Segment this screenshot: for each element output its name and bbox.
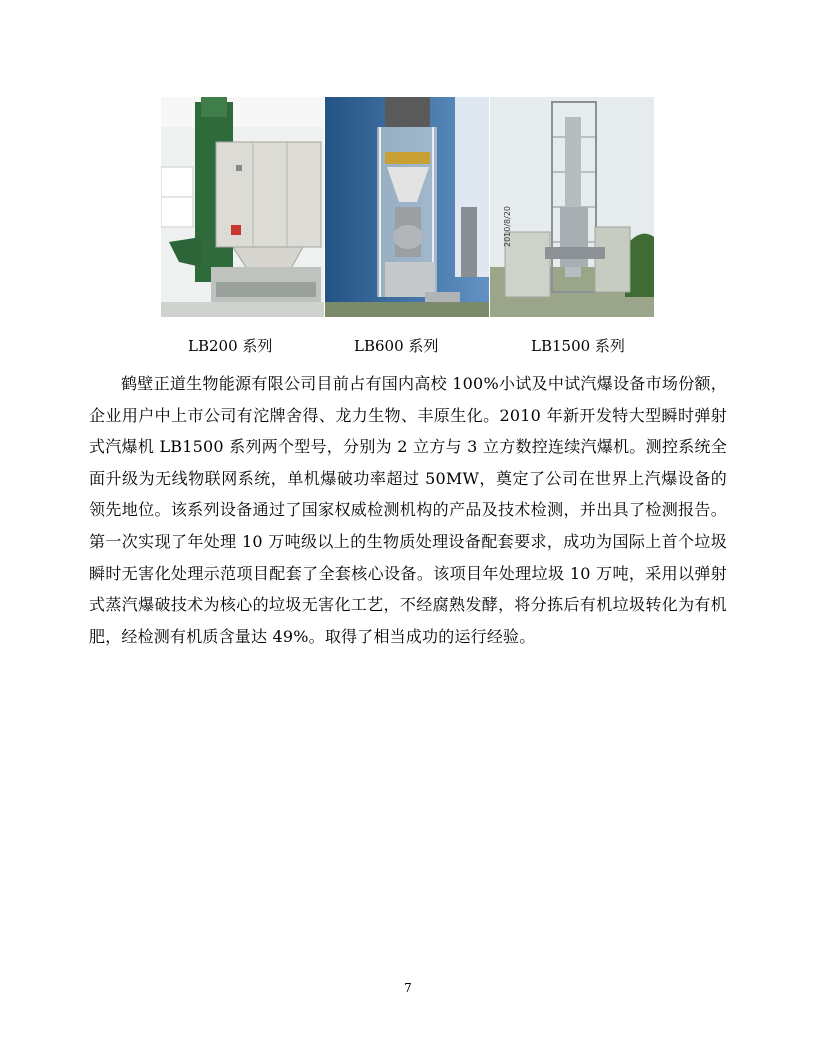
figure-captions xyxy=(0,335,816,359)
photo-date-stamp: 2010/8/20 xyxy=(503,205,512,247)
lb1500-photo xyxy=(490,97,654,317)
equipment-photo-strip xyxy=(161,97,654,317)
caption-lb1500: LB1500 系列 xyxy=(531,337,625,355)
lb600-photo xyxy=(325,97,489,317)
body-paragraph: 鹤壁正道生物能源有限公司目前占有国内高校 100%小试及中试汽爆设备市场份额，企业用户中上市公司有沱牌舍得、龙力生物、丰原生化。2010 年新开发特大型瞬时弹射式汽爆机 LB1500 系列两个型号，分别为 2 立方与 3 立方数控连续汽爆机。测控系统全面升级为无线物联网系统，单机爆破功率超过 50MW，奠定了公司在世界上汽爆设备的领先地位。该系列设备通过了国家权威检测机构的产品及技术检测，并出具了检测报告。第一次实现了年处理 10 万吨级以上的生物质处理设备配套要求，成功为国际上首个垃圾瞬时无害化处理示范项目配套了全套核心设备。该项目年处理垃圾 10 万吨，采用以弹射式蒸汽爆破技术为核心的垃圾无害化工艺，不经腐熟发酵，将分拣后有机垃圾转化为有机肥，经检测有机质含量达 49%。取得了相当成功的运行经验。 xyxy=(89,374,727,646)
lb200-photo xyxy=(161,97,324,317)
caption-lb600: LB600 系列 xyxy=(354,337,439,355)
page-number: 7 xyxy=(404,981,412,995)
caption-lb200: LB200 系列 xyxy=(188,337,273,355)
